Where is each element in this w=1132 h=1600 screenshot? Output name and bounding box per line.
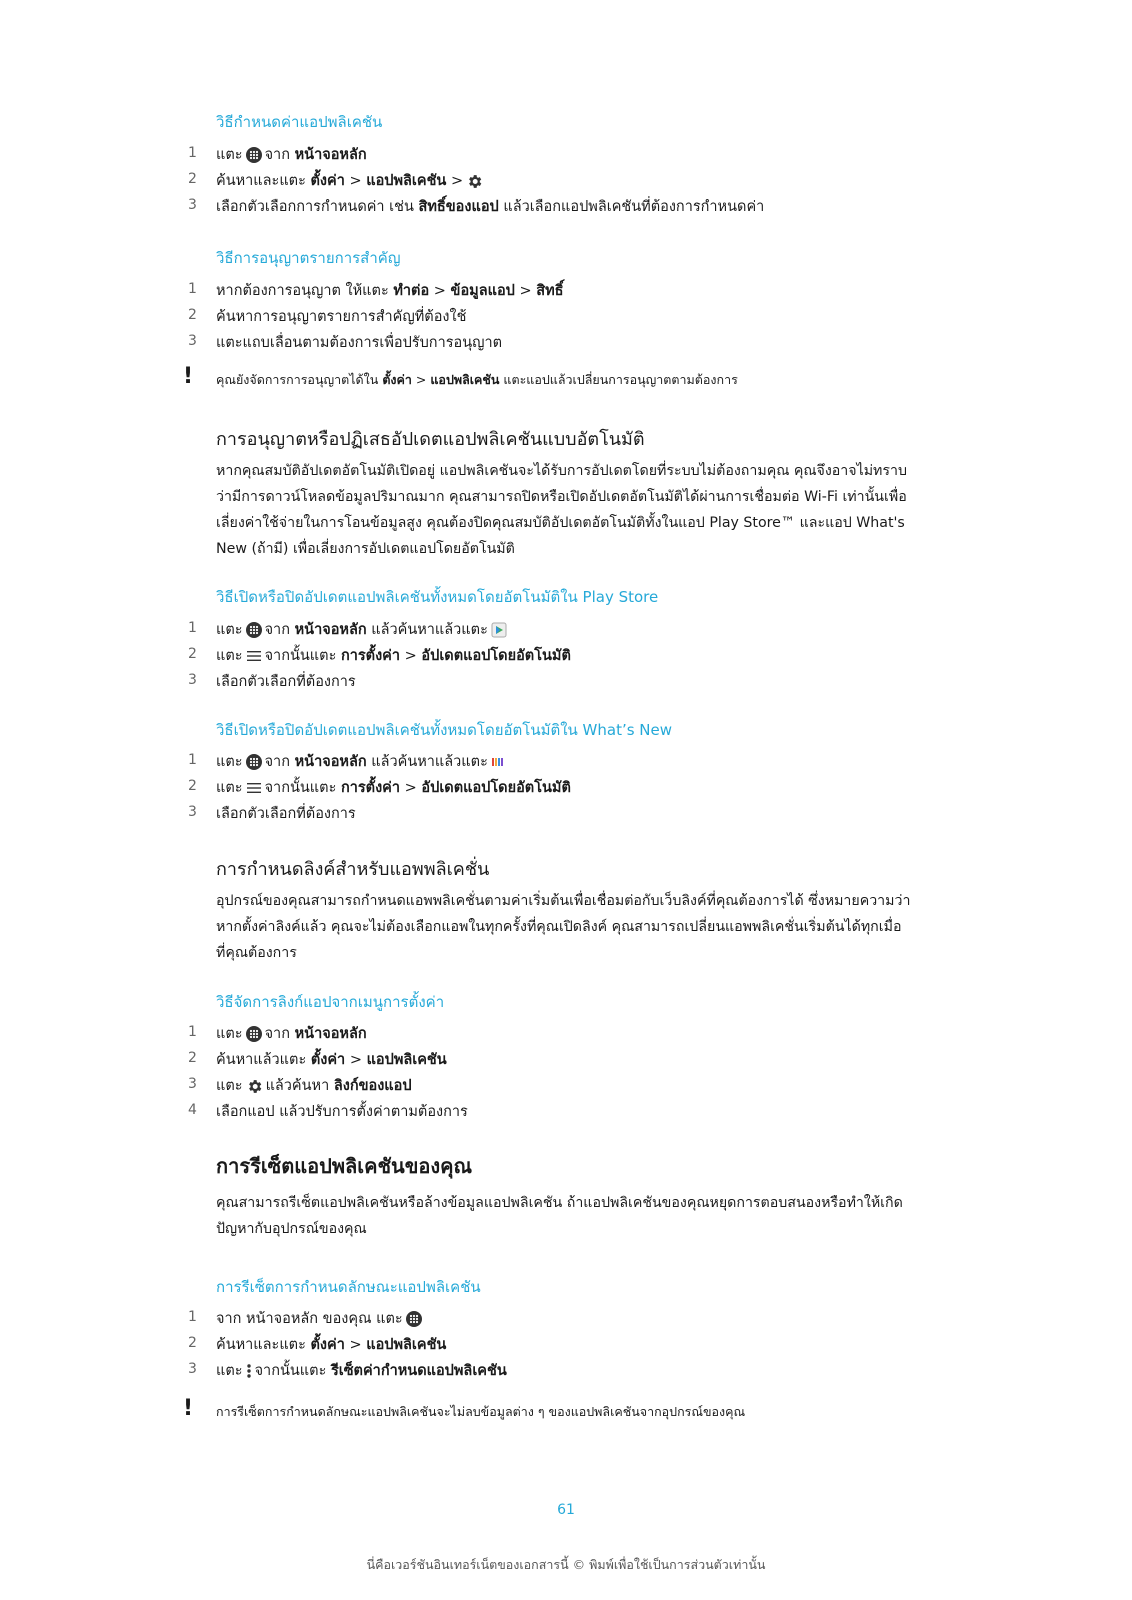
continue-label: ทำต่อ xyxy=(393,283,430,299)
app-links-label: ลิงก์ของแอป xyxy=(333,1078,412,1094)
note xyxy=(0,366,1132,390)
step-text: ค้นหาและแตะ xyxy=(216,173,306,189)
step-text: จาก xyxy=(264,1026,290,1042)
step-text: เลือกแอป แล้วปรับการตั้งค่าตามต้องการ xyxy=(216,1104,468,1120)
settings-label: ตั้งค่า xyxy=(310,1052,346,1068)
step-number: 3 xyxy=(188,197,197,213)
list-item xyxy=(0,670,1132,694)
separator: > xyxy=(450,173,464,189)
list-item xyxy=(0,802,1132,826)
step-text: ค้นหาแล้วแตะ xyxy=(216,1052,307,1068)
subheading-allow-permissions: วิธีการอนุญาตรายการสำคัญ xyxy=(216,249,401,267)
subheading-manage-app-links: วิธีจัดการลิงก์แอปจากเมนูการตั้งค่า xyxy=(216,993,445,1011)
list-item xyxy=(0,1333,1132,1357)
play-store-icon xyxy=(491,622,507,638)
list-item xyxy=(0,750,1132,774)
step-number: 2 xyxy=(188,646,197,662)
step-text: จาก xyxy=(264,754,290,770)
home-screen-label: หน้าจอหลัก xyxy=(294,147,367,163)
step-text: เลือกตัวเลือกที่ต้องการ xyxy=(216,674,356,690)
step-number: 1 xyxy=(188,1024,197,1040)
hamburger-menu-icon xyxy=(246,649,262,663)
note-text: การรีเซ็ตการกำหนดลักษณะแอปพลิเคชันจะไม่ลบข้อมูลต่าง ๆ ของแอปพลิเคชันจากอุปกรณ์ของคุณ xyxy=(216,1404,746,1419)
warning-exclamation-icon: ! xyxy=(183,1396,194,1421)
settings-label: การตั้งค่า xyxy=(340,780,401,796)
subheading-configure-app: วิธีกำหนดค่าแอปพลิเคชัน xyxy=(216,113,383,131)
overflow-menu-icon xyxy=(246,1363,252,1379)
home-screen-label: หน้าจอหลัก xyxy=(294,622,367,638)
list-item xyxy=(0,1359,1132,1383)
step-text: แตะ xyxy=(216,648,243,664)
step-text: จาก xyxy=(264,147,290,163)
subheading-reset-preferences: การรีเซ็ตการกำหนดลักษณะแอปพลิเคชัน xyxy=(216,1278,481,1296)
list-item xyxy=(0,331,1132,355)
list-item xyxy=(0,169,1132,193)
apps-grid-icon xyxy=(246,147,262,163)
paragraph-app-links xyxy=(216,888,951,966)
settings-label: การตั้งค่า xyxy=(340,648,401,664)
page-number: 61 xyxy=(557,1502,575,1518)
apps-grid-icon xyxy=(246,622,262,638)
paragraph-line: หากคุณสมบัติอัปเดตอัตโนมัติเปิดอยู่ แอปพลิเคชันจะได้รับการอัปเดตโดยที่ระบบไม่ต้องถามคุณ คุณจึงอาจไม่ทราบ xyxy=(216,463,907,479)
gear-icon xyxy=(466,173,483,190)
step-number: 2 xyxy=(188,1050,197,1066)
step-number: 4 xyxy=(188,1102,197,1118)
apps-grid-icon xyxy=(246,754,262,770)
list-item xyxy=(0,776,1132,800)
step-text: แตะ xyxy=(216,1078,243,1094)
step-number: 1 xyxy=(188,281,197,297)
subheading-whats-new-update: วิธีเปิดหรือปิดอัปเดตแอปพลิเคชันทั้งหมดโดยอัตโนมัติใน What’s New xyxy=(216,721,673,739)
step-number: 2 xyxy=(188,171,197,187)
section-title-auto-update: การอนุญาตหรือปฏิเสธอัปเดตแอปพลิเคชันแบบอัตโนมัติ xyxy=(216,429,645,450)
subheading-play-store-update: วิธีเปิดหรือปิดอัปเดตแอปพลิเคชันทั้งหมดโดยอัตโนมัติใน Play Store xyxy=(216,588,659,606)
step-text: จาก xyxy=(264,622,290,638)
app-info-label: ข้อมูลแอป xyxy=(450,283,515,299)
step-text: แล้วค้นหาแล้วแตะ xyxy=(371,754,488,770)
paragraph-line: ว่ามีการดาวน์โหลดข้อมูลปริมาณมาก คุณสามารถปิดหรือเปิดอัปเดตอัตโนมัติได้ผ่านการเชื่อมต่อ Wi-Fi เท่านั้นเพื่อ xyxy=(216,489,907,505)
list-item xyxy=(0,195,1132,219)
step-number: 1 xyxy=(188,752,197,768)
step-text: จากนั้นแตะ xyxy=(254,1363,327,1379)
apps-grid-icon xyxy=(406,1311,422,1327)
apps-label: แอปพลิเคชัน xyxy=(430,372,500,387)
step-number: 2 xyxy=(188,307,197,323)
step-number: 1 xyxy=(188,1309,197,1325)
home-screen-label: หน้าจอหลัก xyxy=(294,1026,367,1042)
step-text: แตะ xyxy=(216,1363,243,1379)
list-item xyxy=(0,1048,1132,1072)
paragraph-line: ปัญหากับอุปกรณ์ของคุณ xyxy=(216,1221,367,1237)
step-text: แล้วค้นหา xyxy=(265,1078,330,1094)
step-text: เลือกตัวเลือกการกำหนดค่า เช่น xyxy=(216,199,414,215)
step-text: แล้วค้นหาแล้วแตะ xyxy=(371,622,488,638)
paragraph-line: คุณสามารถรีเซ็ตแอปพลิเคชันหรือล้างข้อมูลแอปพลิเคชัน ถ้าแอปพลิเคชันของคุณหยุดการตอบสนองหรือทำให้เกิด xyxy=(216,1195,903,1211)
list-item xyxy=(0,1307,1132,1331)
separator: > xyxy=(404,648,417,664)
app-permissions-label: สิทธิ์ของแอป xyxy=(418,199,499,215)
separator: > xyxy=(433,283,446,299)
section-title-reset-apps: การรีเซ็ตแอปพลิเคชันของคุณ xyxy=(216,1154,473,1178)
step-text: หากต้องการอนุญาต ให้แตะ xyxy=(216,283,389,299)
auto-update-label: อัปเดตแอปโดยอัตโนมัติ xyxy=(421,648,571,664)
settings-label: ตั้งค่า xyxy=(310,173,345,189)
step-text: เลือกตัวเลือกที่ต้องการ xyxy=(216,806,356,822)
paragraph-line: New (ถ้ามี) เพื่อเลี่ยงการอัปเดตแอปโดยอัตโนมัติ xyxy=(216,541,515,557)
separator: > xyxy=(519,283,532,299)
step-text: จากนั้นแตะ xyxy=(264,648,337,664)
apps-label: แอปพลิเคชัน xyxy=(366,1052,447,1068)
note xyxy=(0,1398,1132,1422)
list-item xyxy=(0,279,1132,303)
apps-label: แอปพลิเคชัน xyxy=(366,173,447,189)
settings-label: ตั้งค่า xyxy=(310,1337,345,1353)
list-item xyxy=(0,644,1132,668)
list-item xyxy=(0,1074,1132,1098)
separator: > xyxy=(349,173,362,189)
step-number: 3 xyxy=(188,1361,197,1377)
step-text: แตะ xyxy=(216,147,243,163)
footer-text: นี่คือเวอร์ชันอินเทอร์เน็ตของเอกสารนี้ © พิมพ์เพื่อใช้เป็นการส่วนตัวเท่านั้น xyxy=(366,1557,766,1572)
list-item xyxy=(0,618,1132,642)
note-text: แตะแอปแล้วเปลี่ยนการอนุญาตตามต้องการ xyxy=(503,372,738,387)
step-text: แล้วเลือกแอปพลิเคชันที่ต้องการกำหนดค่า xyxy=(503,199,765,215)
section-title-app-links: การกำหนดลิงค์สำหรับแอพพลิเคชั่น xyxy=(216,859,490,880)
step-number: 3 xyxy=(188,672,197,688)
settings-label: ตั้งค่า xyxy=(382,372,412,387)
step-number: 3 xyxy=(188,804,197,820)
step-text: จาก หน้าจอหลัก ของคุณ แตะ xyxy=(216,1311,403,1327)
paragraph-line: อุปกรณ์ของคุณสามารถกำหนดแอพพลิเคชั่นตามค่าเริ่มต้นเพื่อเชื่อมต่อกับเว็บลิงค์ที่คุณต้องการได้ ซึ่งหมายความว่า xyxy=(216,893,911,909)
note-text: คุณยังจัดการการอนุญาตได้ใน xyxy=(216,372,379,387)
apps-label: แอปพลิเคชัน xyxy=(366,1337,447,1353)
step-text: แตะ xyxy=(216,780,243,796)
paragraph-line: ที่คุณต้องการ xyxy=(216,945,297,961)
apps-grid-icon xyxy=(246,1026,262,1042)
separator: > xyxy=(415,372,427,387)
whats-new-icon xyxy=(491,756,505,768)
permissions-label: สิทธิ์ xyxy=(536,283,564,299)
step-text: แตะแถบเลื่อนตามต้องการเพื่อปรับการอนุญาต xyxy=(216,335,503,351)
step-text: แตะ xyxy=(216,754,243,770)
warning-exclamation-icon: ! xyxy=(183,364,194,389)
paragraph-reset-apps xyxy=(216,1190,951,1242)
home-screen-label: หน้าจอหลัก xyxy=(294,754,367,770)
separator: > xyxy=(404,780,417,796)
paragraph-auto-update xyxy=(216,458,951,562)
gear-icon xyxy=(246,1078,263,1095)
step-number: 3 xyxy=(188,1076,197,1092)
list-item xyxy=(0,1022,1132,1046)
reset-app-preferences-label: รีเซ็ตค่ากำหนดแอปพลิเคชัน xyxy=(330,1363,507,1379)
step-text: จากนั้นแตะ xyxy=(264,780,337,796)
step-text: แตะ xyxy=(216,622,243,638)
separator: > xyxy=(349,1052,362,1068)
paragraph-line: หากตั้งค่าลิงค์แล้ว คุณจะไม่ต้องเลือกแอพในทุกครั้งที่คุณเปิดลิงค์ คุณสามารถเปลี่ยนแอพพลิเคชั่นเริ่มต้นได้ทุกเมื่อ xyxy=(216,919,902,935)
auto-update-label: อัปเดตแอปโดยอัตโนมัติ xyxy=(421,780,571,796)
list-item xyxy=(0,305,1132,329)
step-number: 2 xyxy=(188,1335,197,1351)
separator: > xyxy=(349,1337,362,1353)
list-item xyxy=(0,1100,1132,1124)
step-number: 3 xyxy=(188,333,197,349)
list-item xyxy=(0,143,1132,167)
step-number: 1 xyxy=(188,145,197,161)
paragraph-line: เลี่ยงค่าใช้จ่ายในการโอนข้อมูลสูง คุณต้องปิดคุณสมบัติอัปเดตอัตโนมัติทั้งในแอป Play Store™ และแอป What's xyxy=(216,515,905,531)
step-number: 2 xyxy=(188,778,197,794)
step-number: 1 xyxy=(188,620,197,636)
step-text: แตะ xyxy=(216,1026,243,1042)
step-text: ค้นหาและแตะ xyxy=(216,1337,306,1353)
step-text: ค้นหาการอนุญาตรายการสำคัญที่ต้องใช้ xyxy=(216,309,467,325)
hamburger-menu-icon xyxy=(246,781,262,795)
